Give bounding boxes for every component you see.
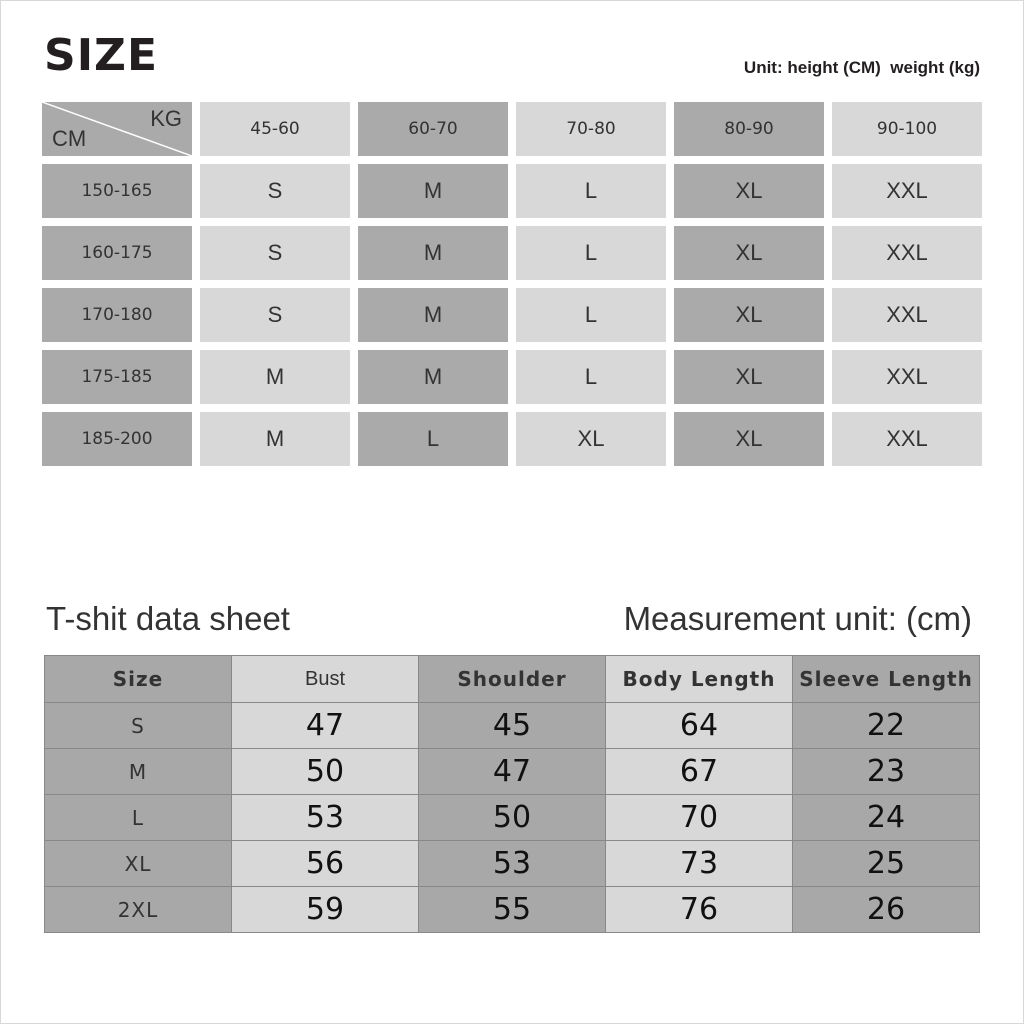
- size-cell: M: [200, 412, 350, 466]
- weight-header: 80-90: [674, 102, 824, 156]
- body-length-value: 67: [606, 749, 793, 795]
- height-header: 185-200: [42, 412, 192, 466]
- page-title: SIZE: [44, 30, 159, 81]
- size-cell: XL: [674, 350, 824, 404]
- table-row: [45, 795, 980, 841]
- bust-value: 50: [232, 749, 419, 795]
- measurement-unit-label: Measurement unit: (cm): [623, 600, 972, 637]
- table-row: [45, 749, 980, 795]
- sleeve-length-value: 23: [793, 749, 980, 795]
- height-header: 150-165: [42, 164, 192, 218]
- table-header-row: [45, 656, 980, 703]
- column-header-bust: Bust: [232, 656, 419, 703]
- size-cell: S: [200, 288, 350, 342]
- body-length-value: 76: [606, 887, 793, 933]
- shoulder-value: 55: [419, 887, 606, 933]
- body-length-value: 73: [606, 841, 793, 887]
- sleeve-length-value: 22: [793, 703, 980, 749]
- measurement-table: [44, 655, 980, 933]
- size-cell: XXL: [832, 350, 982, 404]
- column-header-shoulder: Shoulder: [419, 656, 606, 703]
- size-cell: XXL: [832, 226, 982, 280]
- size-cell: XXL: [832, 288, 982, 342]
- bust-value: 47: [232, 703, 419, 749]
- weight-header: 90-100: [832, 102, 982, 156]
- bust-value: 59: [232, 887, 419, 933]
- size-cell: M: [358, 226, 508, 280]
- size-cell: XL: [674, 226, 824, 280]
- column-header-sleeve-length: Sleeve Length: [793, 656, 980, 703]
- body-length-value: 70: [606, 795, 793, 841]
- table-row: [45, 887, 980, 933]
- size-cell: S: [200, 164, 350, 218]
- shoulder-value: 47: [419, 749, 606, 795]
- grid-corner-cell: [42, 102, 192, 156]
- size-cell: XL: [674, 288, 824, 342]
- shoulder-value: 53: [419, 841, 606, 887]
- size-grid: [42, 102, 982, 466]
- shoulder-value: 50: [419, 795, 606, 841]
- weight-header: 70-80: [516, 102, 666, 156]
- table-row: [45, 703, 980, 749]
- size-cell: L: [516, 288, 666, 342]
- size-cell: L: [516, 164, 666, 218]
- size-cell: M: [358, 350, 508, 404]
- size-cell: XL: [516, 412, 666, 466]
- size-label: L: [45, 795, 232, 841]
- height-header: 160-175: [42, 226, 192, 280]
- table-row: [45, 841, 980, 887]
- sleeve-length-value: 26: [793, 887, 980, 933]
- bust-value: 56: [232, 841, 419, 887]
- data-sheet-title: T-shit data sheet: [46, 600, 290, 637]
- weight-header: 45-60: [200, 102, 350, 156]
- size-label: S: [45, 703, 232, 749]
- size-cell: M: [358, 164, 508, 218]
- bust-value: 53: [232, 795, 419, 841]
- corner-height-label: CM: [52, 126, 87, 151]
- sleeve-length-value: 25: [793, 841, 980, 887]
- size-label: XL: [45, 841, 232, 887]
- shoulder-value: 45: [419, 703, 606, 749]
- size-label: 2XL: [45, 887, 232, 933]
- size-cell: XXL: [832, 164, 982, 218]
- size-cell: L: [516, 226, 666, 280]
- weight-header: 60-70: [358, 102, 508, 156]
- unit-note: Unit: height (CM) weight (kg): [743, 58, 980, 77]
- size-cell: L: [516, 350, 666, 404]
- size-cell: M: [358, 288, 508, 342]
- size-cell: L: [358, 412, 508, 466]
- column-header-body-length: Body Length: [606, 656, 793, 703]
- column-header-size: Size: [45, 656, 232, 703]
- sleeve-length-value: 24: [793, 795, 980, 841]
- body-length-value: 64: [606, 703, 793, 749]
- size-cell: M: [200, 350, 350, 404]
- size-cell: XL: [674, 412, 824, 466]
- height-header: 175-185: [42, 350, 192, 404]
- corner-weight-label: KG: [150, 106, 182, 131]
- height-header: 170-180: [42, 288, 192, 342]
- size-cell: S: [200, 226, 350, 280]
- size-cell: XXL: [832, 412, 982, 466]
- size-cell: XL: [674, 164, 824, 218]
- size-label: M: [45, 749, 232, 795]
